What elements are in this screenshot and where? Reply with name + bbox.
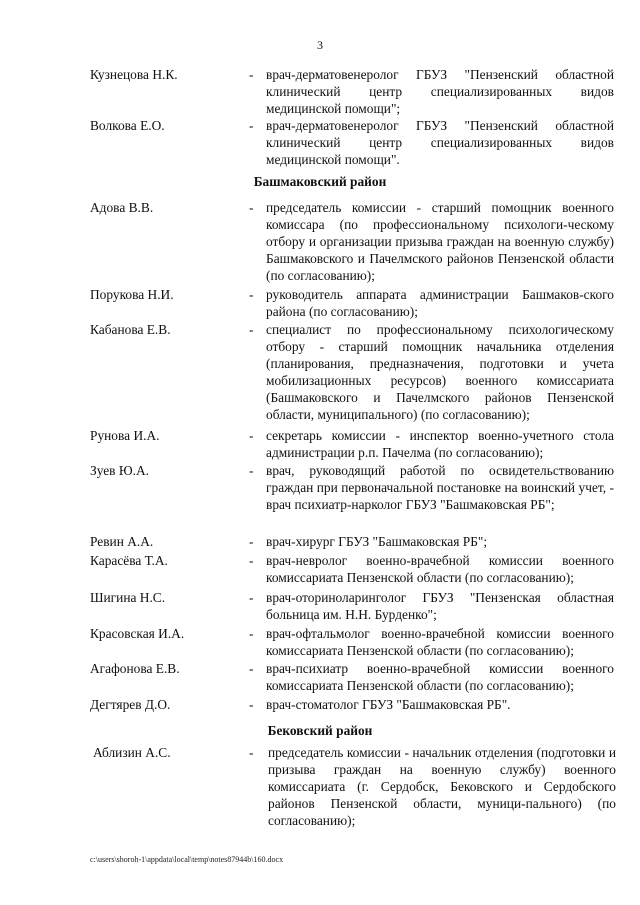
dash: - [249,534,254,549]
member-name: Карасёва Т.А. [90,553,168,568]
member-name: Волкова Е.О. [90,118,165,133]
dash: - [249,697,254,712]
member-name: Ревин А.А. [90,534,154,549]
member-role: врач-дерматовенеролог ГБУЗ "Пензенский областной клинический центр специализированных видов медицинской помощи"; [266,67,614,116]
member-name: Красовская И.А. [90,626,185,641]
member-name: Порукова Н.И. [90,287,174,302]
dash: - [249,287,254,302]
member-role: председатель комиссии - начальник отделения (подготовки и призыва граждан на военную службу) военного комиссариата (г. Сердобск, Бековского и Сердобского районов Пензенской области, муници-пального) (по согласованию); [268,745,616,828]
member-name: Адова В.В. [90,200,154,215]
member-role: врач-невролог военно-врачебной комиссии военного комиссариата Пензенской области (по согласованию); [266,553,614,585]
dash: - [249,590,254,605]
section-heading-bekovsky: Бековский район [267,723,373,738]
member-name: Аблизин А.С. [93,745,171,760]
member-role: врач-хирург ГБУЗ "Башмаковская РБ"; [266,534,488,549]
dash: - [249,745,254,760]
member-role: врач-офтальмолог военно-врачебной комиссии военного комиссариата Пензенской области (по согласованию); [266,626,614,658]
member-role: врач-дерматовенеролог ГБУЗ "Пензенский областной клинический центр специализированных видов медицинской помощи". [266,118,614,167]
member-role: председатель комиссии - старший помощник военного комиссара (по профессиональному психологи-ческому отбору и организации призыва граждан на военную службу) Башмаковского и Пачелмского районов Пензенской области (по согласованию); [266,200,614,283]
dash: - [249,463,254,478]
member-role: врач-стоматолог ГБУЗ "Башмаковская РБ". [266,697,511,712]
dash: - [249,661,254,676]
member-name: Шигина Н.С. [90,590,166,605]
member-name: Кузнецова Н.К. [90,67,178,82]
dash: - [249,67,254,82]
member-role: врач-психиатр военно-врачебной комиссии военного комиссариата Пензенской области (по согласованию); [266,661,614,693]
member-name: Дегтярев Д.О. [90,697,171,712]
dash: - [249,118,254,133]
dash: - [249,553,254,568]
member-name: Зуев Ю.А. [90,463,149,478]
member-name: Агафонова Е.В. [90,661,180,676]
dash: - [249,428,254,443]
member-role: врач, руководящий работой по освидетельствованию граждан при первоначальной постановке на воинский учет, - врач психиатр-нарколог ГБУЗ "Башмаковская РБ"; [266,463,614,512]
dash: - [249,322,254,337]
section-heading-bashmakovsky: Башмаковский район [253,174,387,189]
dash: - [249,200,254,215]
member-role: врач-оториноларинголог ГБУЗ "Пензенская областная больница им. Н.Н. Бурденко"; [266,590,614,622]
member-role: руководитель аппарата администрации Башмаков-ского района (по согласованию); [266,287,614,319]
page-number: 3 [317,38,323,52]
member-name: Рунова И.А. [90,428,160,443]
footer-file-path: c:\users\shoroh-1\appdata\local\temp\notes87944b\160.docx [90,855,284,864]
dash: - [249,626,254,641]
member-name: Кабанова Е.В. [90,322,171,337]
member-role: секретарь комиссии - инспектор военно-учетного стола администрации р.п. Пачелма (по согласованию); [266,428,614,460]
member-role: специалист по профессиональному психологическому отбору - старший помощник начальника отделения (планирования, предназначения, подготовки и учета мобилизационных ресурсов) военного комиссариата (Башмаковского и Пачелмского районов Пензенской области, муниципального) (по согласованию); [266,322,614,422]
